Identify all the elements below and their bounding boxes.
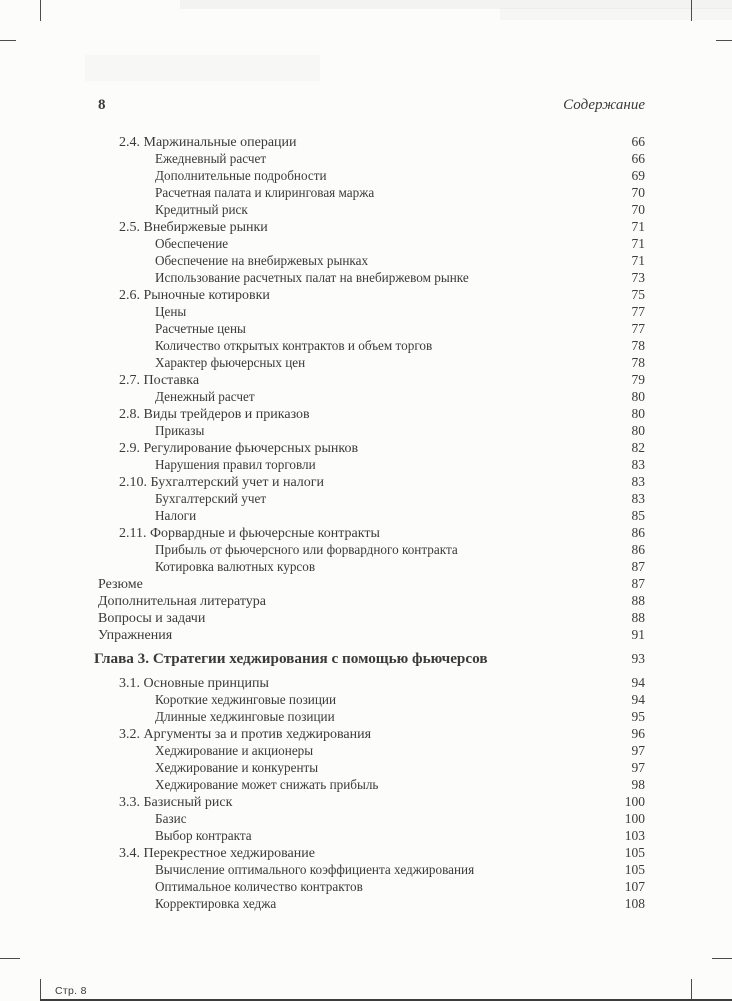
- toc-entry-page-number: 108: [624, 896, 645, 911]
- toc-entry: [94, 167, 645, 184]
- crop-mark-bottom-right-vertical: [691, 979, 692, 1001]
- toc-entry: [94, 439, 645, 456]
- toc-entry: [94, 793, 645, 810]
- toc-entry-label: Оптимальное количество контрактов: [155, 879, 363, 894]
- page-number: 8: [98, 97, 106, 113]
- toc-entry-label: Дополнительная литература: [98, 594, 266, 609]
- toc-chapter-heading: [94, 649, 645, 669]
- toc-entry-label: 2.7. Поставка: [119, 373, 200, 388]
- toc-entry-page-number: 94: [631, 675, 645, 690]
- toc-entry: [94, 810, 645, 827]
- toc-entry-label: Прибыль от фьючерсного или форвардного контракта: [155, 542, 458, 557]
- table-of-contents: [94, 133, 645, 912]
- toc-entry-label: Выбор контракта: [155, 828, 252, 843]
- toc-entry-label: Длинные хеджинговые позиции: [155, 709, 335, 724]
- toc-entry-page-number: 88: [631, 610, 645, 625]
- toc-entry-label: Хеджирование может снижать прибыль: [155, 777, 379, 792]
- toc-entry-page-number: 83: [631, 474, 645, 489]
- toc-entry-page-number: 95: [631, 709, 645, 724]
- toc-entry-label: 3.1. Основные принципы: [119, 676, 269, 691]
- toc-entry-page-number: 86: [631, 542, 645, 557]
- toc-entry-label: Нарушения правил торговли: [155, 457, 316, 472]
- toc-entry-label: 2.9. Регулирование фьючерсных рынков: [119, 441, 359, 456]
- crop-mark-top-right-vertical: [691, 0, 692, 21]
- toc-entry: [94, 269, 645, 286]
- toc-entry-page-number: 91: [631, 627, 645, 642]
- toc-entry: [94, 303, 645, 320]
- toc-entry: [94, 150, 645, 167]
- toc-entry: [94, 252, 645, 269]
- toc-entry-page-number: 107: [624, 879, 645, 894]
- toc-entry-page-number: 80: [631, 389, 645, 404]
- crop-mark-bottom-left-horizontal: [0, 958, 20, 959]
- toc-entry: [94, 422, 645, 439]
- crop-mark-bottom-left-vertical: [40, 979, 41, 1001]
- toc-entry: [94, 456, 645, 473]
- toc-entry-page-number: 78: [631, 355, 645, 370]
- toc-entry-page-number: 88: [631, 593, 645, 608]
- toc-entry: [94, 626, 645, 643]
- page-bottom-rule: [40, 999, 732, 1001]
- toc-entry-label: 3.2. Аргументы за и против хеджирования: [119, 727, 372, 742]
- toc-entry: [94, 895, 645, 912]
- toc-entry-page-number: 75: [631, 287, 645, 302]
- toc-entry-label: Корректировка хеджа: [155, 896, 277, 911]
- toc-entry-label: Цены: [155, 304, 187, 319]
- toc-entry-label: 2.8. Виды трейдеров и приказов: [119, 407, 310, 422]
- toc-entry: [94, 524, 645, 541]
- scan-noise: [180, 0, 732, 9]
- toc-entry-page-number: 70: [631, 185, 645, 200]
- toc-entry-page-number: 100: [624, 794, 645, 809]
- toc-entry-page-number: 66: [631, 151, 645, 166]
- toc-entry-label: Количество открытых контрактов и объем торгов: [155, 338, 433, 353]
- toc-entry: [94, 674, 645, 691]
- toc-entry: [94, 609, 645, 626]
- toc-entry: [94, 776, 645, 793]
- crop-mark-top-left-horizontal: [0, 40, 16, 41]
- toc-entry-page-number: 96: [631, 726, 645, 741]
- toc-entry-label: Приказы: [155, 423, 205, 438]
- page-header: [94, 97, 645, 114]
- toc-entry: [94, 725, 645, 742]
- toc-entry-page-number: 71: [631, 219, 645, 234]
- toc-entry-label: Хеджирование и конкуренты: [155, 760, 319, 775]
- toc-entry-page-number: 73: [631, 270, 645, 285]
- toc-entry-label: 2.10. Бухгалтерский учет и налоги: [119, 475, 325, 490]
- toc-entry: [94, 861, 645, 878]
- toc-entry-label: Короткие хеджинговые позиции: [155, 692, 337, 707]
- toc-entry-page-number: 97: [631, 760, 645, 775]
- toc-entry-page-number: 87: [631, 576, 645, 591]
- toc-entry-label: Дополнительные подробности: [155, 168, 327, 183]
- toc-entry-label: Вопросы и задачи: [98, 611, 206, 626]
- toc-entry-label: 2.4. Маржинальные операции: [119, 135, 297, 150]
- toc-entry-label: 2.6. Рыночные котировки: [119, 288, 270, 303]
- toc-entry-label: Использование расчетных палат на внебиржевом рынке: [155, 270, 469, 285]
- crop-mark-top-right-horizontal: [716, 40, 732, 41]
- toc-entry-page-number: 80: [631, 406, 645, 421]
- toc-entry: [94, 218, 645, 235]
- toc-entry-label: Налоги: [155, 508, 197, 523]
- toc-entry: [94, 541, 645, 558]
- toc-entry: [94, 759, 645, 776]
- toc-entry-page-number: 87: [631, 559, 645, 574]
- toc-entry-label: Глава 3. Стратегии хеджирования с помощью фьючерсов: [94, 650, 488, 667]
- crop-mark-bottom-right-horizontal: [712, 958, 732, 959]
- toc-entry: [94, 354, 645, 371]
- toc-entry-page-number: 69: [631, 168, 645, 183]
- toc-entry-label: Расчетные цены: [155, 321, 246, 336]
- toc-entry: [94, 844, 645, 861]
- toc-entry-page-number: 80: [631, 423, 645, 438]
- toc-entry-page-number: 98: [631, 777, 645, 792]
- toc-entry: [94, 878, 645, 895]
- toc-entry: [94, 742, 645, 759]
- toc-entry-label: 2.11. Форвардные и фьючерсные контракты: [119, 526, 380, 541]
- scan-noise: [85, 55, 320, 81]
- toc-entry-label: Базис: [155, 811, 187, 826]
- toc-entry: [94, 133, 645, 150]
- toc-entry-label: Обеспечение на внебиржевых рынках: [155, 253, 369, 268]
- toc-entry-page-number: 93: [631, 651, 645, 666]
- toc-entry-page-number: 85: [631, 508, 645, 523]
- toc-entry-label: Бухгалтерский учет: [155, 491, 267, 506]
- toc-entry: [94, 184, 645, 201]
- toc-entry-label: Котировка валютных курсов: [155, 559, 316, 574]
- toc-entry: [94, 592, 645, 609]
- toc-entry: [94, 691, 645, 708]
- toc-entry-page-number: 78: [631, 338, 645, 353]
- toc-entry: [94, 507, 645, 524]
- toc-entry-label: Хеджирование и акционеры: [155, 743, 314, 758]
- toc-entry: [94, 575, 645, 592]
- toc-entry-page-number: 100: [624, 811, 645, 826]
- toc-entry: [94, 827, 645, 844]
- toc-entry-page-number: 83: [631, 491, 645, 506]
- toc-entry: [94, 286, 645, 303]
- toc-entry-label: Кредитный риск: [155, 202, 248, 217]
- toc-entry: [94, 388, 645, 405]
- toc-entry: [94, 490, 645, 507]
- toc-entry-page-number: 71: [631, 236, 645, 251]
- toc-entry-page-number: 86: [631, 525, 645, 540]
- crop-mark-top-left-vertical: [40, 0, 41, 21]
- toc-entry-page-number: 105: [624, 845, 645, 860]
- toc-entry-page-number: 66: [631, 134, 645, 149]
- toc-entry-page-number: 82: [631, 440, 645, 455]
- toc-entry-label: 3.4. Перекрестное хеджирование: [119, 846, 315, 861]
- toc-entry-page-number: 70: [631, 202, 645, 217]
- toc-entry: [94, 558, 645, 575]
- toc-entry: [94, 320, 645, 337]
- toc-entry-label: 2.5. Внебиржевые рынки: [119, 220, 268, 235]
- toc-entry: [94, 235, 645, 252]
- toc-entry-page-number: 71: [631, 253, 645, 268]
- toc-entry-label: Упражнения: [98, 628, 173, 643]
- toc-entry-label: Расчетная палата и клиринговая маржа: [155, 185, 375, 200]
- toc-entry-page-number: 103: [624, 828, 645, 843]
- toc-entry: [94, 405, 645, 422]
- toc-entry-label: Характер фьючерсных цен: [155, 355, 306, 370]
- scan-noise: [500, 8, 732, 20]
- toc-entry-label: 3.3. Базисный риск: [119, 795, 233, 810]
- footer-page-label: Стр. 8: [55, 985, 87, 997]
- toc-entry-label: Обеспечение: [155, 236, 229, 251]
- toc-entry-page-number: 105: [624, 862, 645, 877]
- toc-entry: [94, 371, 645, 388]
- toc-entry: [94, 708, 645, 725]
- toc-entry-label: Ежедневный расчет: [155, 151, 267, 166]
- toc-entry-label: Резюме: [98, 577, 143, 592]
- toc-entry-page-number: 79: [631, 372, 645, 387]
- toc-entry: [94, 337, 645, 354]
- toc-entry-page-number: 83: [631, 457, 645, 472]
- toc-entry: [94, 473, 645, 490]
- toc-entry: [94, 201, 645, 218]
- running-title: Содержание: [563, 97, 645, 113]
- toc-entry-label: Денежный расчет: [155, 389, 255, 404]
- toc-entry-label: Вычисление оптимального коэффициента хеджирования: [155, 862, 475, 877]
- toc-entry-page-number: 94: [631, 692, 645, 707]
- toc-entry-page-number: 97: [631, 743, 645, 758]
- toc-entry-page-number: 77: [631, 321, 645, 336]
- toc-entry-page-number: 77: [631, 304, 645, 319]
